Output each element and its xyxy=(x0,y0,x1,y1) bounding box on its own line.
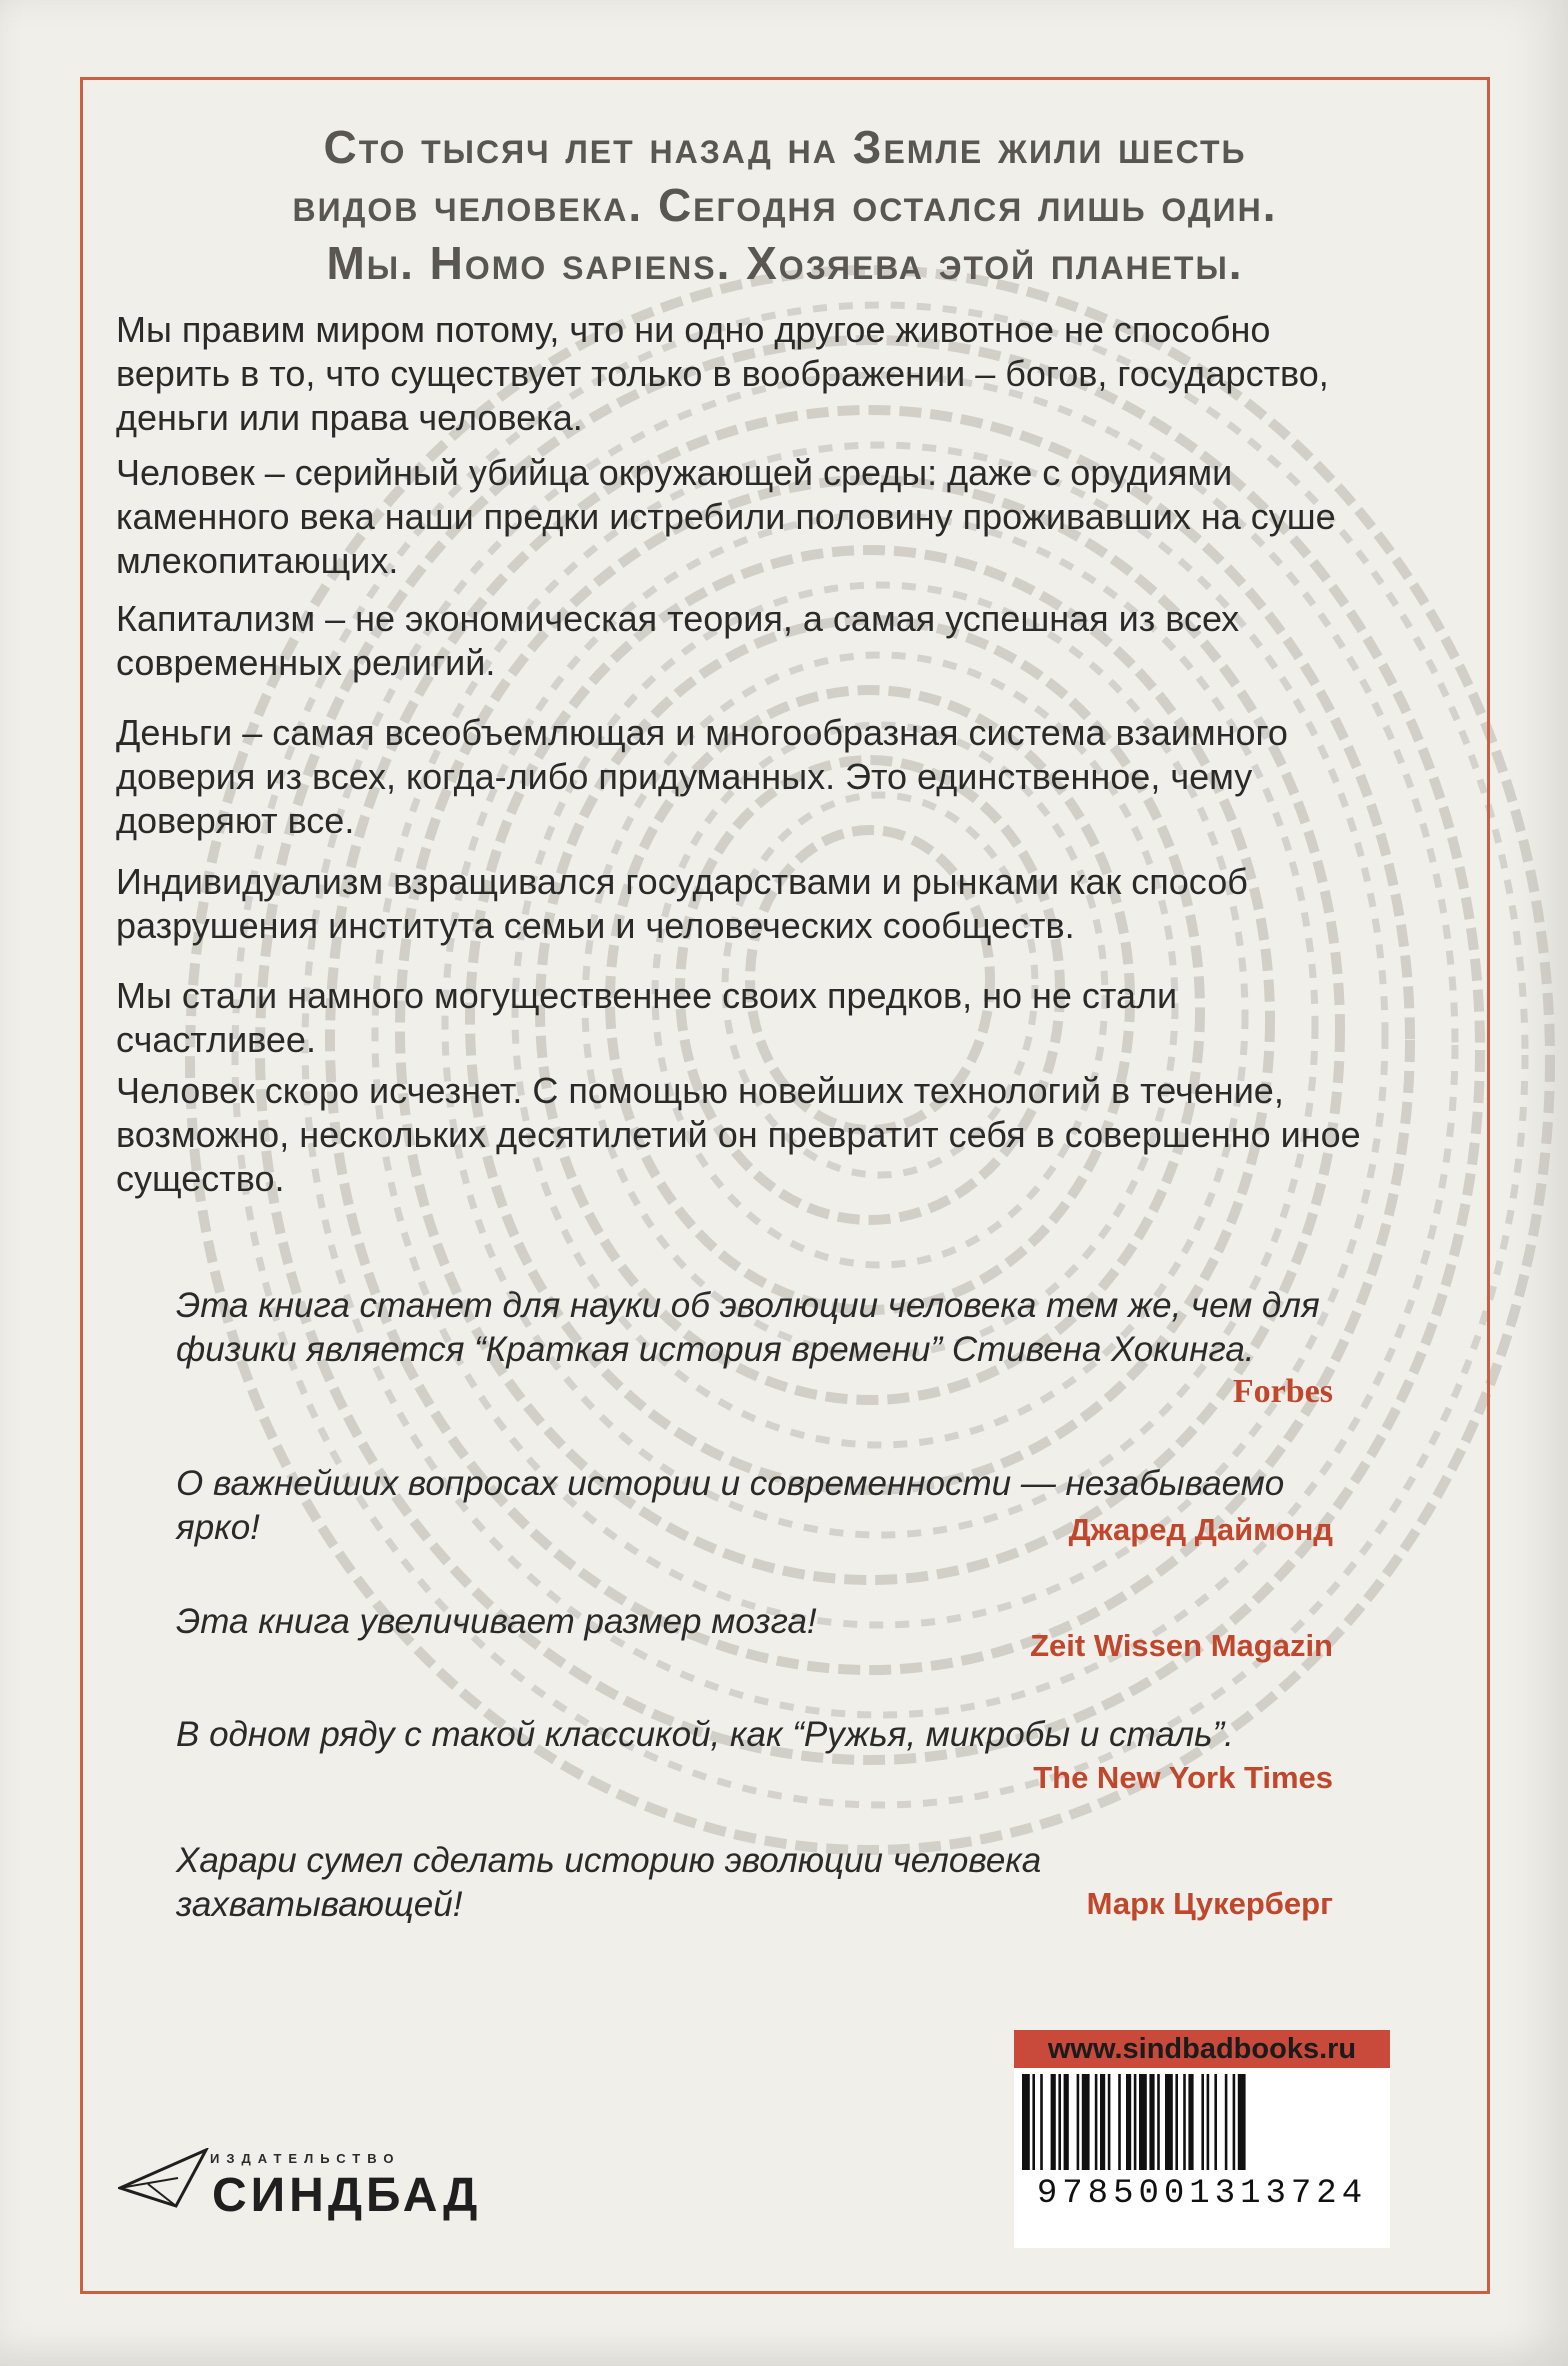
review-quote: Эта книга увеличивает размер мозга! xyxy=(176,1602,817,1641)
barcode-bar xyxy=(1149,2074,1154,2170)
headline-line: Сто тысяч лет назад на Земле жили шесть xyxy=(323,121,1247,173)
barcode-bar xyxy=(1058,2074,1061,2170)
barcode-bar xyxy=(1165,2074,1173,2170)
publisher-name: СИНДБАД xyxy=(212,2169,482,2222)
review-source: Джаред Даймонд xyxy=(1068,1512,1333,1547)
barcode-bar xyxy=(1183,2074,1186,2170)
paragraph: Мы стали намного могущественнее своих предков, но не стали счастливее. xyxy=(116,975,1178,1060)
barcode-bar xyxy=(1095,2074,1098,2170)
barcode-bar xyxy=(1134,2074,1137,2170)
barcode-bar xyxy=(1188,2074,1193,2170)
barcode-bar xyxy=(1157,2074,1160,2170)
barcode-bar xyxy=(1126,2074,1131,2170)
review-source: Forbes xyxy=(1232,1373,1333,1410)
headline-line: видов человека. Сегодня остался лишь один. xyxy=(292,179,1278,231)
barcode-bar xyxy=(1139,2074,1147,2170)
barcode-bar xyxy=(1233,2074,1236,2170)
barcode-bars xyxy=(1014,2068,1390,2172)
barcode-bar xyxy=(1022,2074,1030,2170)
barcode-bar xyxy=(1238,2074,1246,2170)
paragraph: Человек – серийный убийца окружающей среды: даже с орудиями каменного века наши предки истребили половину проживавших на суше млекопитающих. xyxy=(116,452,1336,581)
barcode-bar xyxy=(1040,2074,1043,2170)
headline-line: Мы. Homo sapiens. Хозяева этой планеты. xyxy=(326,237,1244,289)
review-source: The New York Times xyxy=(1033,1760,1333,1795)
review-quote: Эта книга станет для науки об эволюции человека тем же, чем для физики является “Краткая история времени” Стивена Хокинга. xyxy=(176,1286,1320,1369)
review-quote: В одном ряду с такой классикой, как “Ружья, микробы и сталь”. xyxy=(176,1715,1234,1754)
isbn-digits: 9785001313724 xyxy=(1036,2175,1368,2213)
review-source: Марк Цукерберг xyxy=(1086,1886,1333,1921)
barcode-bar xyxy=(1100,2074,1105,2170)
barcode-bar xyxy=(1077,2074,1080,2170)
paragraph: Капитализм – не экономическая теория, а самая успешная из всех современных религий. xyxy=(116,598,1240,683)
paragraph: Мы правим миром потому, что ни одно другое животное не способно верить в то, что существует только в воображении – богов, государство, деньги или права человека. xyxy=(116,309,1329,438)
barcode-bar xyxy=(1108,2074,1111,2170)
publisher-label: ИЗДАТЕЛЬСТВО xyxy=(210,2151,401,2166)
barcode-bar xyxy=(1051,2074,1056,2170)
review-source: Zeit Wissen Magazin xyxy=(1030,1628,1333,1663)
paragraph: Индивидуализм взращивался государствами и рынками как способ разрушения института семьи и человеческих сообществ. xyxy=(116,861,1248,946)
headline xyxy=(150,118,1420,292)
paragraph: Деньги – самая всеобъемлющая и многообразная система взаимного доверия из всех, когда-либо придуманных. Это единственное, чему доверяют все. xyxy=(116,712,1288,841)
review-quote: Харари сумел сделать историю эволюции человека захватывающей! xyxy=(176,1841,1042,1924)
website-link[interactable]: www.sindbadbooks.ru xyxy=(1014,2030,1390,2068)
barcode-bar xyxy=(1175,2074,1178,2170)
barcode xyxy=(1014,2068,1390,2248)
barcode-bar xyxy=(1207,2074,1210,2170)
review-quote: О важнейших вопросах истории и современности — незабываемо ярко! xyxy=(176,1464,1285,1547)
barcode-bar xyxy=(1201,2074,1204,2170)
barcode-bar xyxy=(1214,2074,1217,2170)
barcode-bar xyxy=(1225,2074,1228,2170)
paragraph: Человек скоро исчезнет. С помощью новейших технологий в течение, возможно, нескольких десятилетий он превратит себя в совершенно иное существо. xyxy=(116,1070,1361,1199)
barcode-bar xyxy=(1032,2074,1035,2170)
barcode-bar xyxy=(1064,2074,1069,2170)
barcode-bar xyxy=(1082,2074,1090,2170)
barcode-bar xyxy=(1118,2074,1121,2170)
